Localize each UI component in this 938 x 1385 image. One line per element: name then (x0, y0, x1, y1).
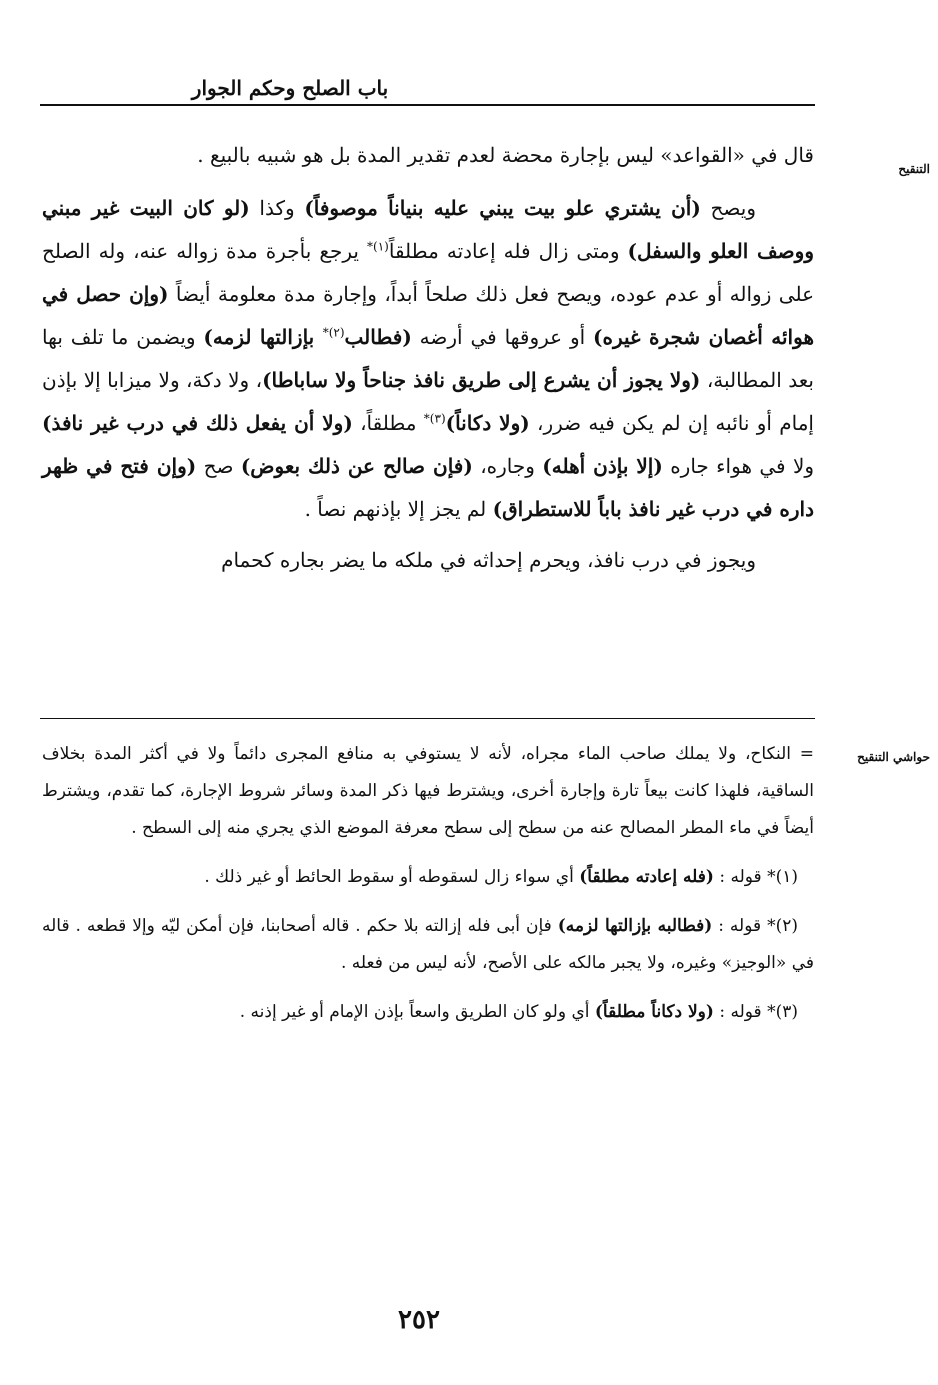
footnote-body: فإن أبى فله إزالته بلا حكم . قاله أصحابنا، فإن أمكن ليّه وإلا قطعه . قاله في «الوجيز» وغيره، ولا يجبر مالكه على الأصح، لأنه ليس من فعله . (42, 916, 814, 973)
main-paragraph-1: قال في «القواعد» ليس بإجارة محضة لعدم تقدير المدة بل هو شبيه بالبيع . (197, 143, 814, 167)
footnote-quote: (فله إعادته مطلقاً) (579, 867, 714, 887)
footnote-continuation: = النكاح، ولا يملك صاحب الماء مجراه، لأنه لا يستوفي به منافع المجرى دائماً ولا في أكثر المدة بخلاف الساقية، فلهذا كانت بيعاً تارة وإجارة أخرى، ويشترط فيها ذكر المدة وسائر شروط الإجارة، كما تقدم، ويشترط أيضاً في ماء المطر المصالح عنه من سطح إلى سطح معرفة الموضع الذي يجري منه إلى السطح . (42, 744, 814, 838)
bold-run: (لو كان البيت غير مبني ووصف العلو والسفل) (42, 196, 814, 263)
footnote-1 (42, 859, 814, 896)
bold-run: (أن يشتري علو بيت يبني عليه بنياناً موصوفاً) (304, 196, 701, 220)
footnote-ref-2[interactable]: (٢)* (322, 325, 345, 340)
footnote-prefix: (١)* قوله : (713, 867, 798, 887)
footnote-divider (40, 718, 815, 719)
text-run: صح (196, 454, 241, 478)
header-divider (40, 104, 815, 106)
text-run: ومتى زال فله إعادته مطلقاً (388, 239, 628, 263)
bold-run: (ولا أن يفعل ذلك في درب غير نافذ) (42, 411, 353, 435)
text-run: ، ولا دكة، ولا ميزابا إلا بإذن إمام أو نائبه إن لم يكن فيه ضرر، (42, 368, 814, 435)
bold-run: (ولا يجوز أن يشرع إلى طريق نافذ جناحاً ولا ساباطا) (262, 368, 701, 392)
text-run: وجاره، (472, 454, 543, 478)
footnote-body: أي ولو كان الطريق واسعاً بإذن الإمام أو غير إذنه . (239, 1002, 595, 1022)
bold-run: (فطالب (344, 325, 412, 349)
footnote-quote: (ولا دكاناً مطلقاً) (594, 1002, 714, 1022)
text-run: وكذا (249, 196, 305, 220)
bold-run: بإزالتها لزمه) (203, 325, 323, 349)
footnote-prefix: (٣)* قوله : (713, 1002, 798, 1022)
main-paragraph-2 (42, 187, 814, 531)
footnote-quote: (فطالبه بإزالتها لزمه) (557, 916, 713, 936)
text-run: لم يجز إلا بإذنهم نصاً . (304, 497, 493, 521)
page-header-title: باب الصلح وحكم الجوار (191, 76, 389, 100)
text-run: ولا في هواء جاره (662, 454, 815, 478)
bold-run: (وإن فتح في ظهر داره في درب غير نافذ باباً للاستطراق) (42, 454, 814, 521)
footnote-body: أي سواء زال لسقوطه أو سقوط الحائط أو غير ذلك . (204, 867, 580, 887)
page-number: ٢٥٢ (398, 1305, 440, 1335)
footnote-ref-3[interactable]: (٣)* (423, 411, 446, 426)
footnote-prefix: (٢)* قوله : (712, 916, 798, 936)
bold-run: (ولا دكاناً) (445, 411, 530, 435)
footnote-3 (42, 994, 814, 1031)
text-run: ويصح (700, 196, 756, 220)
text-run: يرجع بأجرة مدة زواله عنه، وله الصلح على زواله أو عدم عوده، ويصح فعل ذلك صلحاً أبداً، وإجارة مدة معلومة أيضاً (42, 239, 814, 306)
text-run: أو عروقها في أرضه (411, 325, 594, 349)
footnote-ref-1[interactable]: (١)* (367, 239, 389, 254)
bold-run: (وإن حصل في هوائه أغصان شجرة غيره) (42, 282, 814, 349)
bold-run: (فإن صالح عن ذلك بعوض) (240, 454, 473, 478)
margin-label-footnotes: حواشي التنقيح (857, 750, 930, 764)
text-run: ويضمن ما تلف بها بعد المطالبة، (42, 325, 814, 392)
main-text (42, 134, 814, 582)
main-paragraph-3: ويجوز في درب نافذ، ويحرم إحداثه في ملكه ما يضر بجاره كحمام (221, 548, 756, 572)
footnote-2 (42, 908, 814, 982)
bold-run: (إلا بإذن أهله) (542, 454, 663, 478)
footnotes (42, 736, 814, 1043)
margin-label-main: التنقيح (898, 162, 930, 176)
text-run: مطلقاً، (352, 411, 424, 435)
